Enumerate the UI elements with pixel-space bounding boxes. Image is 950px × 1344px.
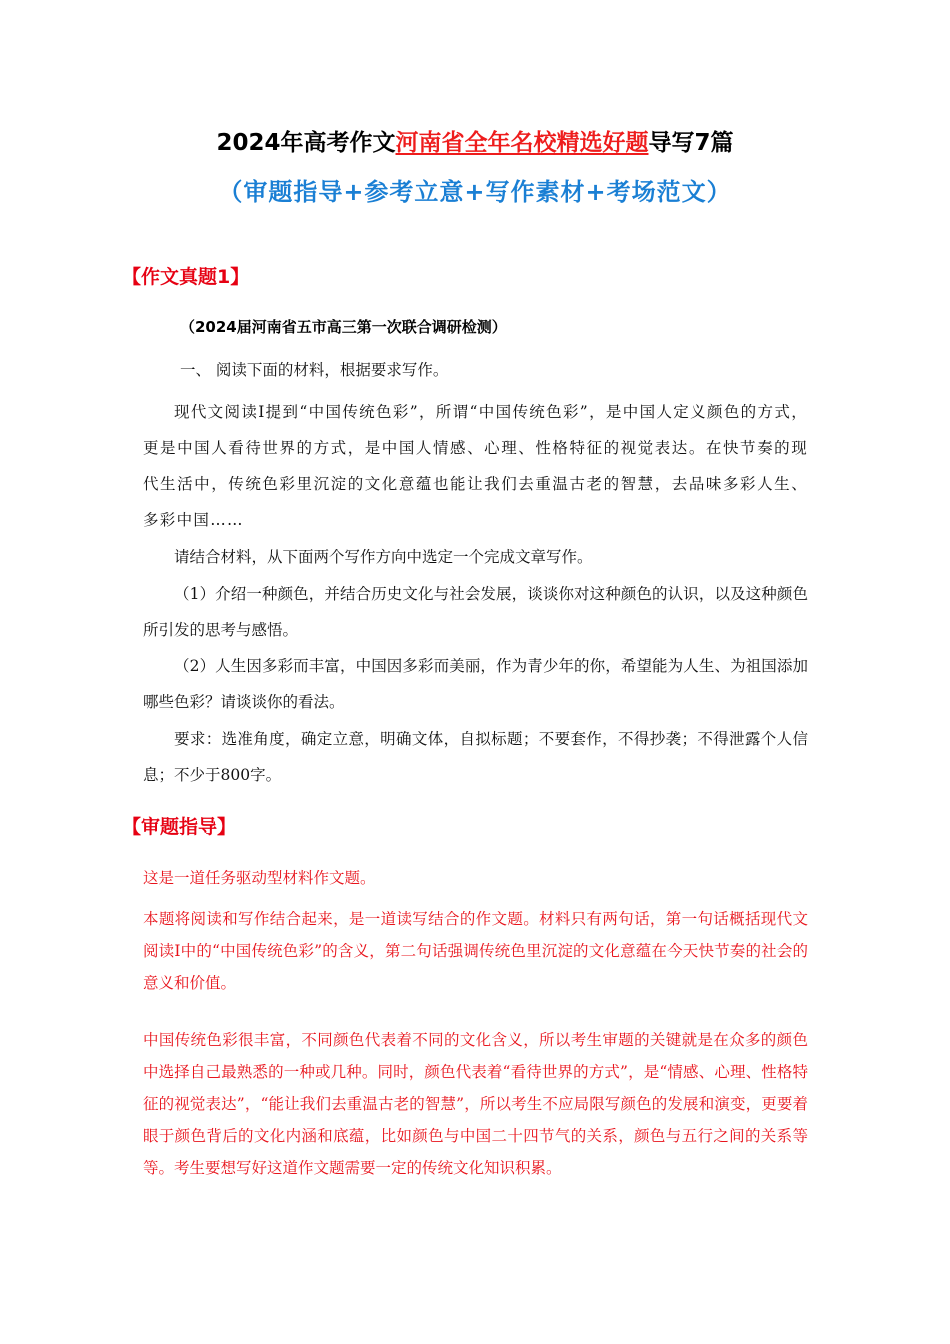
question1-requirements: 要求：选准角度，确定立意，明确文体，自拟标题；不要套作，不得抄袭；不得泄露个人信息；不少于800字。 <box>143 730 808 784</box>
question1-option1: （1）介绍一种颜色，并结合历史文化与社会发展，谈谈你对这种颜色的认识，以及这种颜色所引发的思考与感悟。 <box>143 585 808 639</box>
guidance-paragraph-3: 中国传统色彩很丰富，不同颜色代表着不同的文化含义，所以考生审题的关键就是在众多的颜色中选择自己最熟悉的一种或几种。同时，颜色代表着“看待世界的方式”，是“情感、心理、性格特征的视觉表达”，“能让我们去重温古老的智慧”，所以考生不应局限写颜色的发展和演变，更要着眼于颜色背后的文化内涵和底蕴，比如颜色与中国二十四节气的关系，颜色与五行之间的关系等等。考生要想写好这道作文题需要一定的传统文化知识积累。 <box>143 1031 808 1177</box>
question1-task: 请结合材料，从下面两个写作方向中选定一个完成文章写作。 <box>174 548 593 566</box>
document-title <box>0 126 950 160</box>
guidance-paragraph-2: 本题将阅读和写作结合起来，是一道读写结合的作文题。材料只有两句话，第一句话概括现代文阅读Ⅰ中的“中国传统色彩”的含义，第二句话强调传统色里沉淀的文化意蕴在今天快节奏的社会的意义和价值。 <box>143 910 808 992</box>
title-highlight: 河南省全年名校精选好题 <box>395 130 649 156</box>
question1-source: （2024届河南省五市高三第一次联合调研检测） <box>180 318 507 336</box>
guidance-heading: 【审题指导】 <box>122 816 237 838</box>
question1-option2: （2）人生因多彩而丰富，中国因多彩而美丽，作为青少年的你，希望能为人生、为祖国添加哪些色彩？请谈谈你的看法。 <box>143 657 808 711</box>
question1-material: 现代文阅读Ⅰ提到“中国传统色彩”，所谓“中国传统色彩”，是中国人定义颜色的方式，更是中国人看待世界的方式，是中国人情感、心理、性格特征的视觉表达。在快节奏的现代生活中，传统色彩里沉淀的文化意蕴也能让我们去重温古老的智慧，去品味多彩人生、多彩中国…… <box>143 403 808 529</box>
question1-instruction: 一、 阅读下面的材料，根据要求写作。 <box>180 361 449 379</box>
title-suffix: 导写7篇 <box>648 130 734 156</box>
question1-heading: 【作文真题1】 <box>122 266 250 288</box>
document-subtitle: （审题指导+参考立意+写作素材+考场范文） <box>218 178 732 206</box>
title-prefix: 2024年高考作文 <box>216 130 396 156</box>
guidance-paragraph-1: 这是一道任务驱动型材料作文题。 <box>143 869 376 887</box>
